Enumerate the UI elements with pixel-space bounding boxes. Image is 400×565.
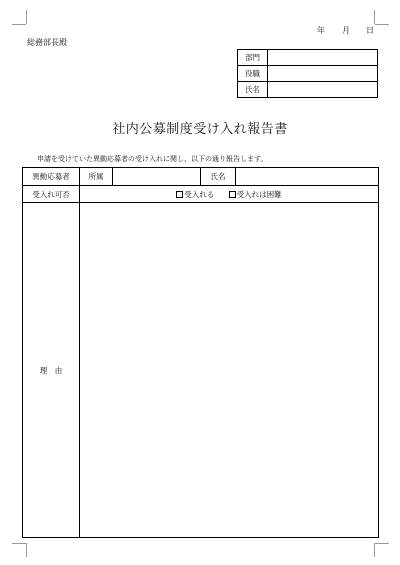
reason-label: 理 由 bbox=[23, 203, 80, 538]
table-row bbox=[23, 203, 379, 538]
position-field[interactable] bbox=[268, 66, 378, 82]
table-row bbox=[23, 168, 379, 186]
reason-field[interactable] bbox=[80, 203, 379, 538]
month-label: 月 bbox=[342, 26, 350, 35]
year-label: 年 bbox=[317, 26, 325, 35]
submitter-name-field[interactable] bbox=[268, 82, 378, 98]
option-accept[interactable] bbox=[176, 190, 214, 199]
crop-mark-top-left bbox=[26, 10, 27, 24]
acceptance-options bbox=[80, 186, 379, 203]
position-label: 役職 bbox=[238, 66, 268, 82]
option-accept-label: 受入れる bbox=[184, 189, 215, 199]
crop-mark-bottom-right bbox=[374, 543, 375, 557]
applicant-name-field[interactable] bbox=[236, 168, 379, 186]
document-title: 社内公募制度受け入れ報告書 bbox=[112, 122, 288, 137]
applicant-label: 異動応募者 bbox=[23, 168, 80, 186]
recipient: 総務部長殿 bbox=[27, 38, 67, 47]
department-field[interactable] bbox=[268, 50, 378, 66]
crop-mark-top-right bbox=[374, 10, 375, 24]
crop-mark-bottom-right bbox=[375, 543, 389, 544]
table-row bbox=[23, 186, 379, 203]
table-row bbox=[238, 50, 378, 66]
table-row bbox=[238, 82, 378, 98]
affiliation-label: 所属 bbox=[80, 168, 113, 186]
submitter-name-label: 氏名 bbox=[238, 82, 268, 98]
submitter-info-table bbox=[237, 49, 378, 98]
report-form-table bbox=[22, 167, 379, 538]
department-label: 部門 bbox=[238, 50, 268, 66]
crop-mark-bottom-left bbox=[12, 543, 26, 544]
checkbox-icon[interactable] bbox=[176, 191, 183, 198]
applicant-name-label: 氏名 bbox=[201, 168, 236, 186]
affiliation-field[interactable] bbox=[113, 168, 201, 186]
day-label: 日 bbox=[366, 26, 374, 35]
acceptance-label: 受入れ可否 bbox=[23, 186, 80, 203]
option-difficult-label: 受入れは困難 bbox=[236, 189, 282, 199]
table-row bbox=[238, 66, 378, 82]
crop-mark-top-left bbox=[12, 24, 26, 25]
checkbox-icon[interactable] bbox=[229, 191, 236, 198]
option-difficult[interactable] bbox=[229, 190, 282, 199]
intro-text: 申請を受けていた異動応募者の受け入れに関し、以下の通り報告します。 bbox=[37, 155, 268, 163]
crop-mark-top-right bbox=[375, 24, 389, 25]
crop-mark-bottom-left bbox=[26, 543, 27, 557]
